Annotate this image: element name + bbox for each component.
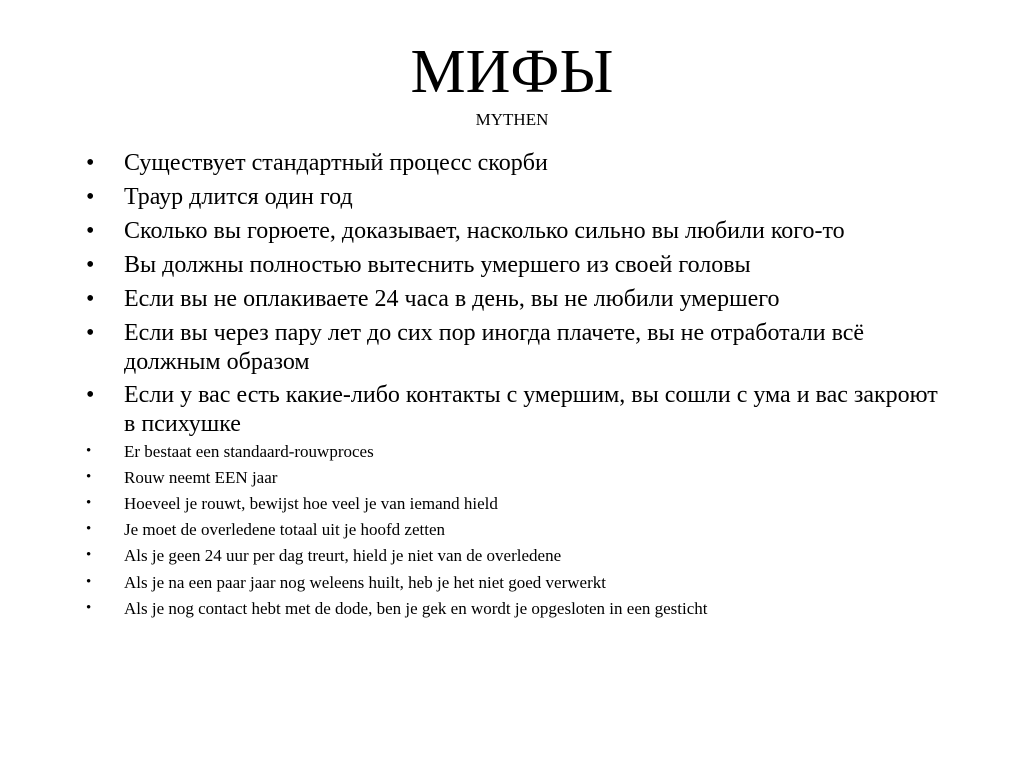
list-item-text: Hoeveel je rouwt, bewijst hoe veel je van iemand hield — [124, 494, 498, 513]
list-item-text: Als je na een paar jaar nog weleens huilt, heb je het niet goed verwerkt — [124, 573, 606, 592]
bullet-icon: • — [86, 286, 95, 312]
slide-subtitle: MYTHEN — [475, 110, 549, 129]
bullet-icon: • — [86, 574, 92, 590]
slide-title: МИФЫ — [410, 38, 614, 106]
bullet-icon: • — [86, 600, 92, 616]
bullet-icon: • — [86, 150, 95, 176]
list-item-text: Er bestaat een standaard-rouwproces — [124, 442, 374, 461]
bullet-icon: • — [86, 218, 95, 244]
bullet-icon: • — [86, 320, 95, 346]
bullet-icon: • — [86, 252, 95, 278]
bullet-icon: • — [86, 547, 92, 563]
list-item-text: Сколько вы горюете, доказывает, насколько сильно вы любили кого-то — [124, 218, 845, 244]
bullet-icon: • — [86, 184, 95, 210]
list-item-text: Als je geen 24 uur per dag treurt, hield je niet van de overledene — [124, 546, 562, 565]
list-item-text: Если вы не оплакиваете 24 часа в день, вы не любили умершего — [124, 286, 780, 312]
list-item-text: Если у вас есть какие-либо контакты с умершим, вы сошли с ума и вас закроют в психушке — [124, 382, 938, 437]
bullet-icon: • — [86, 469, 92, 485]
list-item-text: Существует стандартный процесс скорби — [124, 150, 548, 176]
bullet-icon: • — [86, 495, 92, 511]
list-item-text: Als je nog contact hebt met de dode, ben je gek en wordt je opgesloten in een gesticht — [124, 599, 708, 618]
list-item-text: Если вы через пару лет до сих пор иногда плачете, вы не отработали всё должным образом — [124, 320, 865, 375]
bullet-icon: • — [86, 382, 95, 408]
bullet-icon: • — [86, 443, 92, 459]
list-item-text: Вы должны полностью вытеснить умершего из своей головы — [124, 252, 751, 278]
list-item-text: Траур длится один год — [124, 184, 353, 210]
bullet-icon: • — [86, 521, 92, 537]
list-item-text: Je moet de overledene totaal uit je hoofd zetten — [124, 520, 445, 539]
list-item-text: Rouw neemt EEN jaar — [124, 468, 278, 487]
